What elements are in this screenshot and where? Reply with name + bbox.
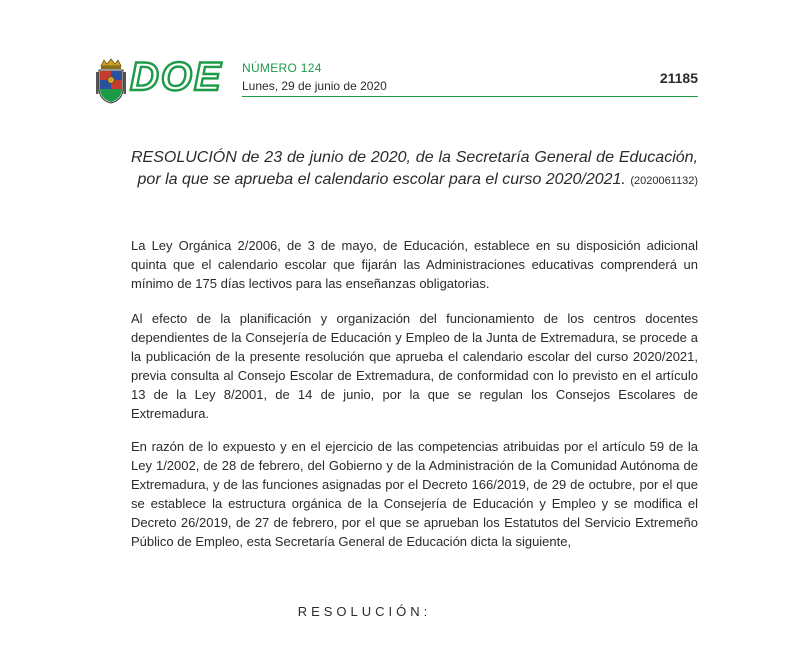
resolution-title-text: RESOLUCIÓN de 23 de junio de 2020, de la Secretaría General de Educación, por la que se aprueba el calendario escolar para el curso 2020/2021.	[131, 149, 698, 188]
issue-date: Lunes, 29 de junio de 2020	[242, 79, 387, 93]
resolution-code: (2020061132)	[630, 175, 698, 187]
header-divider	[242, 96, 698, 97]
page-number: 21185	[659, 70, 698, 86]
resolution-heading: RESOLUCIÓN:	[297, 604, 432, 619]
resolution-title	[131, 147, 698, 192]
extremadura-coat-of-arms-icon	[96, 58, 126, 104]
page-header	[0, 0, 793, 110]
paragraph-3: En razón de lo expuesto y en el ejercicio de las competencias atribuidas por el artículo 59 de la Ley 1/2002, de 28 de febrero, del Gobierno y de la Administración de la Comunidad Autónoma de Extremadura, y de las funciones asignadas por el Decreto 166/2019, de 29 de octubre, por el que se establece la estructura orgánica de la Consejería de Educación y Empleo y se modifica el Decreto 26/2019, de 27 de febrero, por el que se aprueban los Estatutos del Servicio Extremeño Público de Empleo, esta Secretaría General de Educación dicta la siguiente,	[131, 439, 698, 549]
issue-number: NÚMERO 124	[242, 61, 322, 75]
paragraph-1: La Ley Orgánica 2/2006, de 3 de mayo, de Educación, establece en su disposición adicional quinta que el calendario escolar que fijarán las Administraciones educativas comprenderá un mínimo de 175 días lectivos para las enseñanzas obligatorias.	[131, 238, 698, 291]
paragraph-2: Al efecto de la planificación y organización del funcionamiento de los centros docentes dependientes de la Consejería de Educación y Empleo de la Junta de Extremadura, se procede a la publicación de la presente resolución que aprueba el calendario escolar del curso 2020/2021, previa consulta al Consejo Escolar de Extremadura, de conformidad con lo previsto en el artículo 13 de la Ley 8/2001, de 14 de junio, por la que se regulan los Consejos Escolares de Extremadura.	[131, 311, 698, 421]
doe-logo: DOE	[130, 55, 223, 99]
